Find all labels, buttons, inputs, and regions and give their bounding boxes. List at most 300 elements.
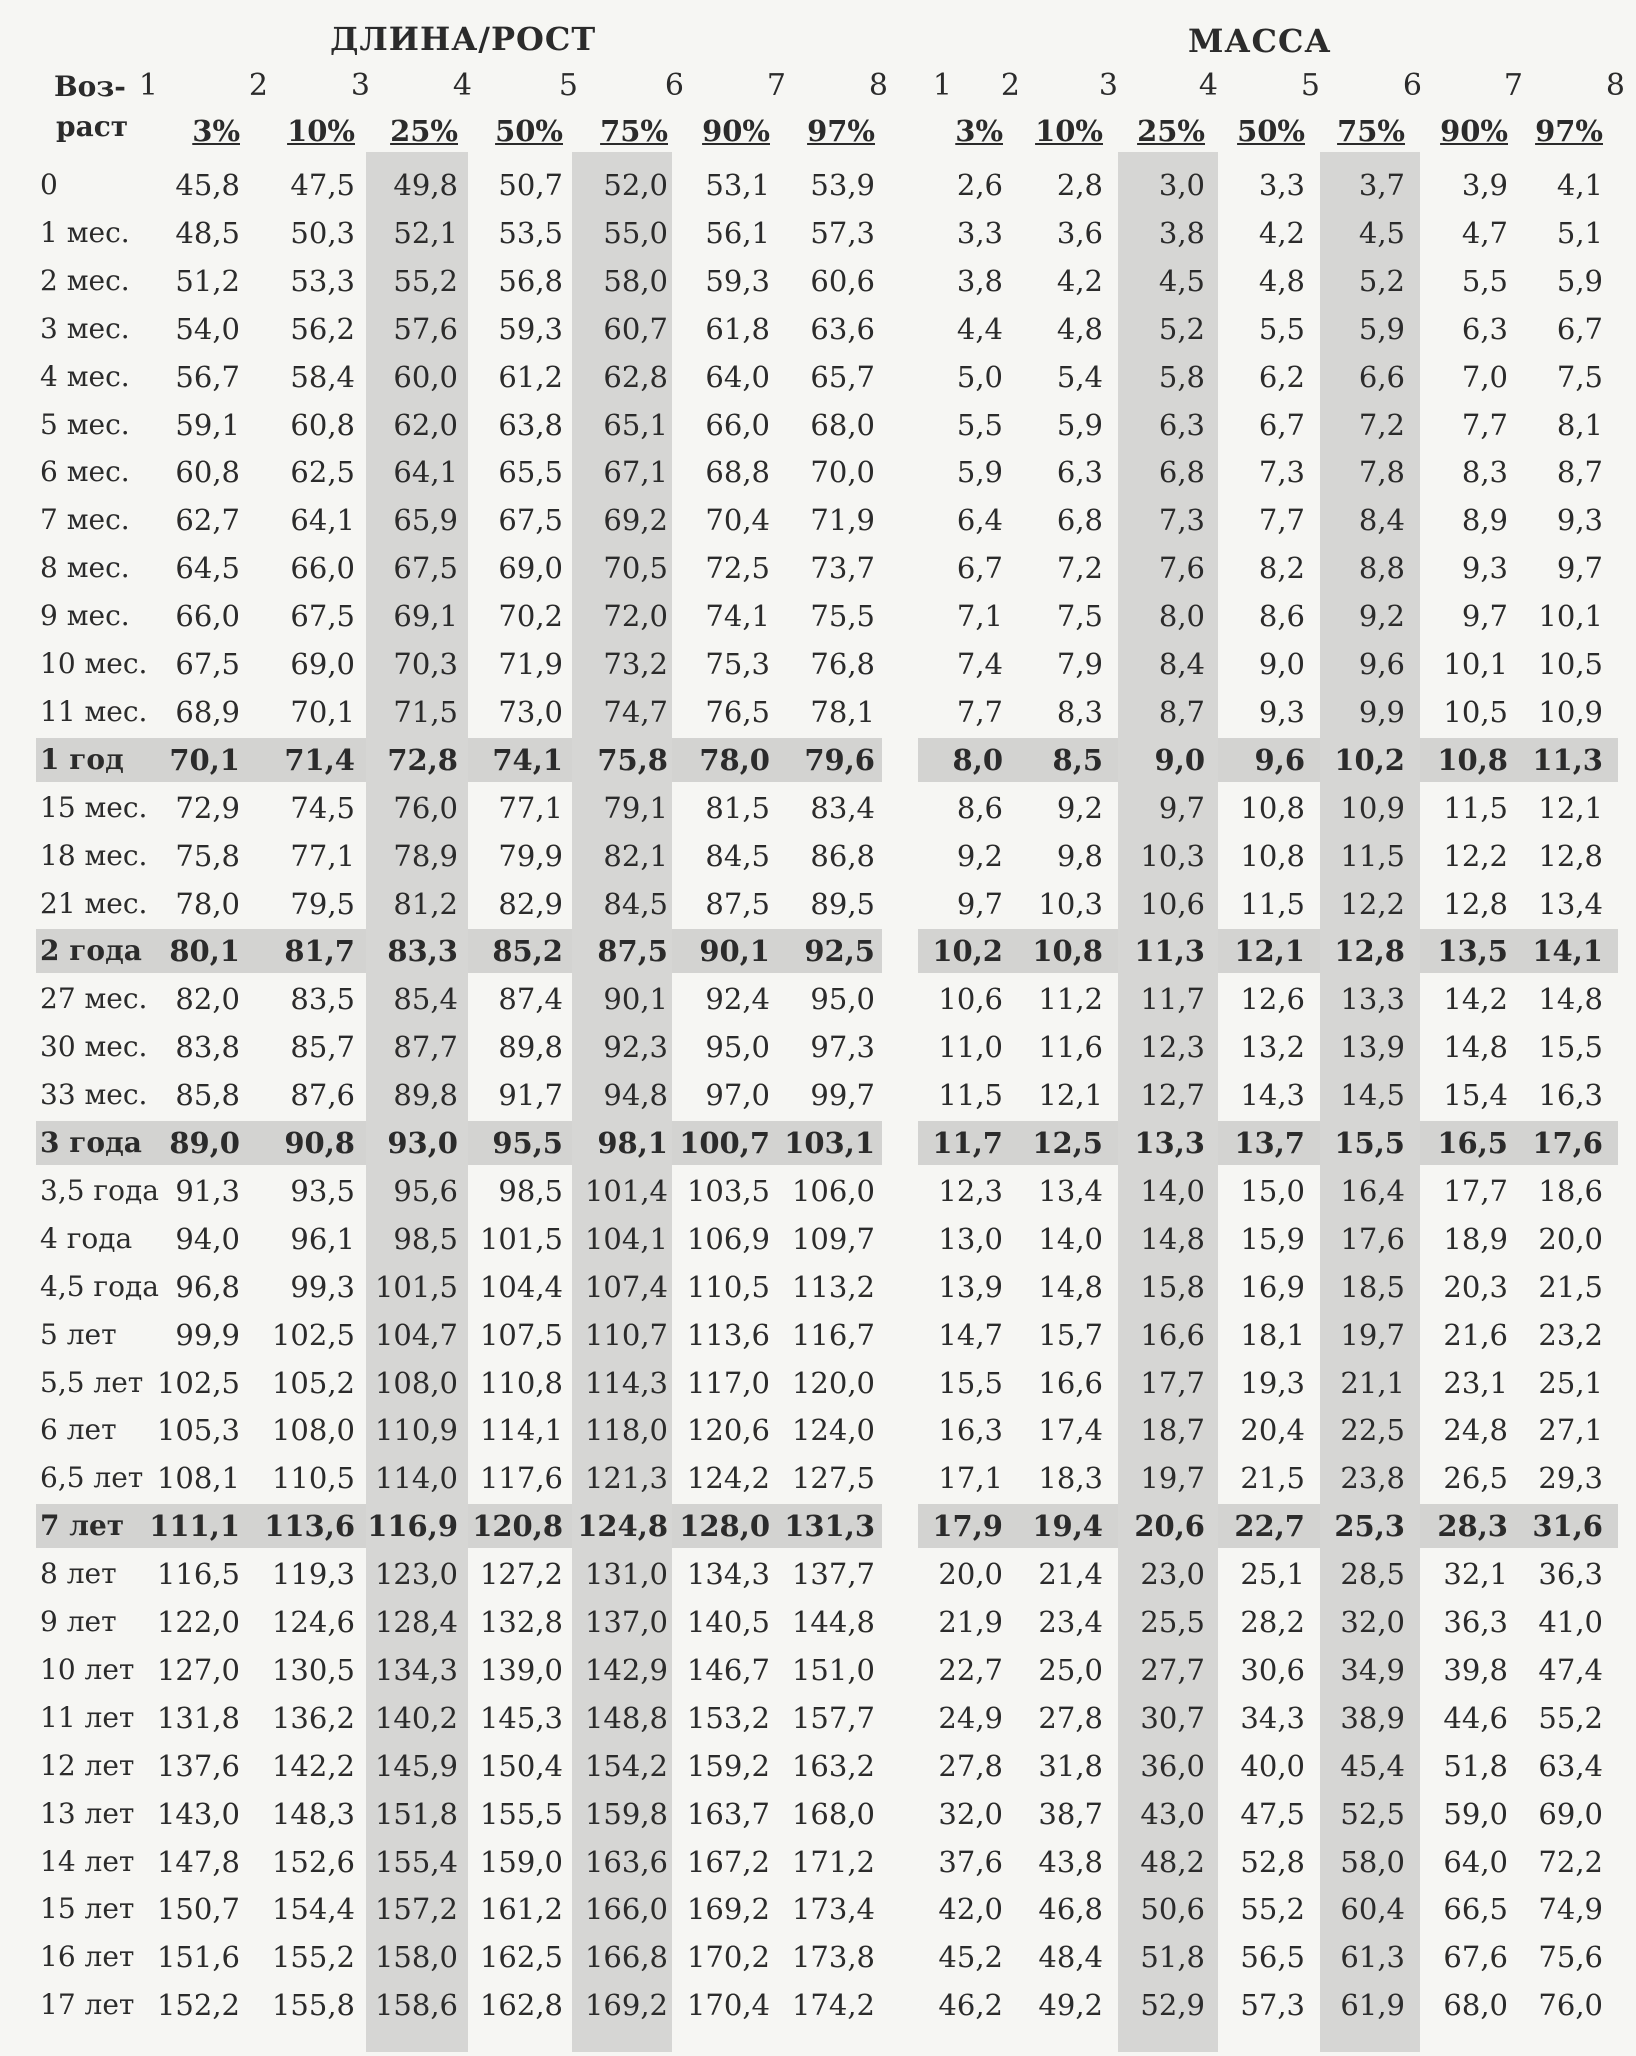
mass-cell: 9,2	[1358, 599, 1405, 634]
length-cell: 157,7	[791, 1700, 875, 1735]
length-cell: 56,8	[498, 263, 563, 298]
length-cell: 95,0	[810, 982, 875, 1017]
length-cell: 58,0	[603, 263, 668, 298]
length-cell: 48,5	[175, 215, 240, 250]
length-cell: 114,0	[374, 1461, 458, 1496]
length-cell: 50,7	[498, 168, 563, 202]
length-cell: 127,2	[479, 1557, 563, 1592]
mass-cell: 31,8	[1038, 1748, 1103, 1783]
mass-percentile-header: 10%	[1035, 114, 1103, 148]
mass-cell: 9,3	[1556, 503, 1603, 538]
mass-col-number: 3	[1098, 68, 1118, 103]
mass-cell: 20,0	[938, 1557, 1003, 1592]
mass-cell: 21,6	[1443, 1317, 1508, 1352]
mass-percentile-header: 90%	[1440, 114, 1508, 148]
mass-cell: 14,8	[1538, 982, 1603, 1017]
mass-cell: 20,4	[1240, 1413, 1305, 1448]
length-cell: 173,4	[791, 1892, 875, 1927]
mass-cell: 3,8	[956, 263, 1003, 298]
length-cell: 57,3	[810, 215, 875, 250]
mass-cell: 30,7	[1140, 1700, 1205, 1735]
length-cell: 134,3	[686, 1557, 770, 1592]
length-cell: 52,0	[603, 168, 668, 202]
mass-cell: 5,9	[1358, 311, 1405, 346]
length-cell: 116,7	[791, 1317, 875, 1352]
length-cell: 85,4	[393, 982, 458, 1017]
length-cell: 110,5	[271, 1461, 355, 1496]
length-cell: 70,1	[169, 742, 240, 777]
mass-cell: 13,7	[1234, 1126, 1305, 1160]
length-percentile-header: 97%	[807, 114, 875, 148]
mass-cell: 61,3	[1340, 1940, 1405, 1975]
mass-cell: 3,3	[956, 215, 1003, 250]
mass-cell: 26,5	[1443, 1461, 1508, 1496]
length-cell: 169,2	[584, 1988, 668, 2023]
mass-cell: 13,0	[938, 1221, 1003, 1256]
mass-cell: 10,2	[1334, 742, 1405, 777]
mass-cell: 50,6	[1140, 1892, 1205, 1927]
mass-cell: 27,7	[1140, 1652, 1205, 1687]
mass-cell: 59,0	[1443, 1796, 1508, 1831]
mass-cell: 27,8	[938, 1748, 1003, 1783]
length-cell: 50,3	[290, 215, 355, 250]
mass-cell: 18,6	[1538, 1173, 1603, 1208]
length-cell: 159,2	[686, 1748, 770, 1783]
length-cell: 70,1	[290, 694, 355, 729]
row-age-label: 11 мес.	[40, 694, 148, 728]
length-cell: 140,5	[686, 1605, 770, 1639]
row-age-label: 15 мес.	[40, 790, 148, 824]
mass-cell: 12,8	[1538, 838, 1603, 873]
mass-cell: 6,8	[1056, 503, 1103, 538]
length-cell: 152,2	[156, 1988, 240, 2023]
mass-cell: 13,4	[1538, 886, 1603, 921]
mass-cell: 5,4	[1056, 359, 1103, 394]
mass-cell: 2,8	[1056, 168, 1103, 202]
mass-cell: 3,0	[1158, 168, 1205, 202]
mass-cell: 21,5	[1240, 1461, 1305, 1496]
mass-title: МАССА	[1188, 22, 1332, 60]
mass-cell: 10,5	[1538, 647, 1603, 681]
mass-cell: 11,5	[1443, 790, 1508, 825]
mass-cell: 31,6	[1532, 1509, 1603, 1544]
length-cell: 62,7	[175, 503, 240, 538]
mass-cell: 23,4	[1038, 1605, 1103, 1639]
mass-cell: 10,5	[1443, 694, 1508, 729]
mass-cell: 37,6	[938, 1844, 1003, 1879]
mass-cell: 13,9	[1340, 1030, 1405, 1065]
length-percentile-header: 50%	[495, 114, 563, 148]
length-cell: 137,0	[584, 1605, 668, 1639]
mass-cell: 49,2	[1038, 1988, 1103, 2023]
row-age-label: 4 года	[40, 1221, 133, 1255]
mass-cell: 32,0	[1340, 1605, 1405, 1639]
mass-cell: 4,8	[1056, 311, 1103, 346]
row-age-label: 14 лет	[40, 1844, 135, 1878]
length-cell: 98,5	[393, 1221, 458, 1256]
mass-cell: 3,7	[1358, 168, 1405, 202]
length-cell: 66,0	[175, 599, 240, 634]
length-cell: 68,8	[705, 455, 770, 490]
mass-cell: 8,6	[956, 790, 1003, 825]
length-cell: 98,5	[498, 1173, 563, 1208]
mass-cell: 11,5	[1240, 886, 1305, 921]
length-cell: 109,7	[791, 1221, 875, 1256]
mass-cell: 16,9	[1240, 1269, 1305, 1304]
length-cell: 82,0	[175, 982, 240, 1017]
length-cell: 103,5	[686, 1173, 770, 1208]
row-age-label: 4,5 года	[40, 1269, 159, 1303]
length-col-number: 2	[248, 68, 268, 103]
length-cell: 101,5	[374, 1269, 458, 1304]
length-cell: 70,4	[705, 503, 770, 538]
mass-percentile-header: 50%	[1237, 114, 1305, 148]
length-cell: 85,2	[492, 934, 563, 969]
length-cell: 124,6	[271, 1605, 355, 1639]
length-cell: 110,8	[479, 1365, 563, 1400]
mass-cell: 17,7	[1140, 1365, 1205, 1400]
length-col-number: 3	[350, 68, 370, 103]
length-cell: 110,9	[374, 1413, 458, 1448]
mass-cell: 7,8	[1358, 455, 1405, 490]
length-cell: 91,3	[175, 1173, 240, 1208]
row-age-label: 4 мес.	[40, 359, 130, 393]
length-cell: 72,0	[603, 599, 668, 634]
mass-cell: 7,7	[956, 694, 1003, 729]
length-cell: 97,3	[810, 1030, 875, 1065]
mass-cell: 8,1	[1556, 407, 1603, 442]
row-age-label: 17 лет	[40, 1988, 135, 2022]
length-cell: 132,8	[479, 1605, 563, 1639]
mass-cell: 5,2	[1158, 311, 1205, 346]
row-age-label: 9 мес.	[40, 599, 130, 633]
mass-cell: 10,6	[1140, 886, 1205, 921]
row-age-label: 12 лет	[40, 1748, 135, 1782]
mass-cell: 63,4	[1538, 1748, 1603, 1783]
length-cell: 104,7	[374, 1317, 458, 1352]
row-age-label: 21 мес.	[40, 886, 148, 920]
length-cell: 158,0	[374, 1940, 458, 1975]
row-age-label: 15 лет	[40, 1892, 135, 1926]
mass-cell: 47,5	[1240, 1796, 1305, 1831]
length-cell: 75,3	[705, 647, 770, 681]
length-cell: 124,2	[686, 1461, 770, 1496]
length-cell: 53,3	[290, 263, 355, 298]
mass-cell: 15,8	[1140, 1269, 1205, 1304]
mass-cell: 14,7	[938, 1317, 1003, 1352]
length-cell: 104,1	[584, 1221, 668, 1256]
row-age-label: 3 года	[40, 1126, 142, 1159]
length-cell: 76,0	[393, 790, 458, 825]
mass-cell: 57,3	[1240, 1988, 1305, 2023]
mass-cell: 8,4	[1358, 503, 1405, 538]
mass-cell: 5,5	[1258, 311, 1305, 346]
mass-cell: 67,6	[1443, 1940, 1508, 1975]
mass-cell: 11,2	[1038, 982, 1103, 1017]
length-cell: 93,5	[290, 1173, 355, 1208]
mass-cell: 10,9	[1538, 694, 1603, 729]
length-cell: 116,5	[156, 1557, 240, 1592]
row-age-label: 18 мес.	[40, 838, 148, 872]
length-cell: 71,9	[498, 647, 563, 681]
length-cell: 152,6	[271, 1844, 355, 1879]
length-percentile-header: 75%	[600, 114, 668, 148]
length-cell: 90,1	[699, 934, 770, 969]
length-cell: 55,0	[603, 215, 668, 250]
mass-cell: 27,1	[1538, 1413, 1603, 1448]
mass-cell: 25,3	[1334, 1509, 1405, 1544]
length-cell: 119,3	[271, 1557, 355, 1592]
length-cell: 113,6	[264, 1509, 355, 1544]
mass-cell: 12,1	[1038, 1078, 1103, 1113]
row-age-label: 2 мес.	[40, 263, 130, 297]
length-cell: 79,9	[498, 838, 563, 873]
row-age-label: 5 мес.	[40, 407, 130, 441]
mass-cell: 8,5	[1052, 742, 1103, 777]
mass-cell: 25,1	[1538, 1365, 1603, 1400]
length-cell: 47,5	[290, 168, 355, 202]
length-cell: 123,0	[374, 1557, 458, 1592]
length-cell: 84,5	[603, 886, 668, 921]
mass-cell: 9,0	[1258, 647, 1305, 681]
length-cell: 117,0	[686, 1365, 770, 1400]
mass-cell: 18,5	[1340, 1269, 1405, 1304]
length-cell: 117,6	[479, 1461, 563, 1496]
length-cell: 87,4	[498, 982, 563, 1017]
mass-percentile-header: 97%	[1535, 114, 1603, 148]
length-cell: 120,8	[472, 1509, 563, 1544]
length-percentile-header: 90%	[702, 114, 770, 148]
mass-cell: 13,5	[1437, 934, 1508, 969]
length-cell: 118,0	[584, 1413, 668, 1448]
mass-percentile-header: 25%	[1137, 114, 1205, 148]
mass-cell: 8,4	[1158, 647, 1205, 681]
length-col-number: 5	[558, 68, 578, 103]
length-cell: 96,8	[175, 1269, 240, 1304]
mass-cell: 2,6	[956, 168, 1003, 202]
length-cell: 168,0	[791, 1796, 875, 1831]
mass-cell: 52,8	[1240, 1844, 1305, 1879]
length-cell: 154,2	[584, 1748, 668, 1783]
mass-cell: 7,9	[1056, 647, 1103, 681]
length-cell: 70,3	[393, 647, 458, 681]
length-cell: 137,7	[791, 1557, 875, 1592]
length-cell: 59,1	[175, 407, 240, 442]
length-cell: 151,6	[156, 1940, 240, 1975]
mass-cell: 8,8	[1358, 551, 1405, 586]
length-cell: 145,3	[479, 1700, 563, 1735]
mass-cell: 10,9	[1340, 790, 1405, 825]
mass-cell: 9,7	[956, 886, 1003, 921]
mass-cell: 14,5	[1340, 1078, 1405, 1113]
mass-cell: 9,9	[1358, 694, 1405, 729]
length-cell: 67,5	[393, 551, 458, 586]
length-cell: 100,7	[679, 1126, 770, 1160]
mass-cell: 8,0	[1158, 599, 1205, 634]
mass-cell: 4,7	[1461, 215, 1508, 250]
length-cell: 86,8	[810, 838, 875, 873]
length-cell: 99,7	[810, 1078, 875, 1113]
mass-cell: 8,6	[1258, 599, 1305, 634]
length-cell: 122,0	[156, 1605, 240, 1639]
mass-cell: 61,9	[1340, 1988, 1405, 2023]
mass-cell: 6,3	[1056, 455, 1103, 490]
length-cell: 71,4	[284, 742, 355, 777]
length-cell: 95,0	[705, 1030, 770, 1065]
mass-cell: 16,6	[1038, 1365, 1103, 1400]
length-cell: 92,4	[705, 982, 770, 1017]
length-cell: 49,8	[393, 168, 458, 202]
mass-col-number: 4	[1198, 68, 1218, 103]
length-cell: 120,0	[791, 1365, 875, 1400]
mass-cell: 22,5	[1340, 1413, 1405, 1448]
length-cell: 114,3	[584, 1365, 668, 1400]
mass-cell: 40,0	[1240, 1748, 1305, 1783]
mass-cell: 56,5	[1240, 1940, 1305, 1975]
mass-cell: 6,3	[1158, 407, 1205, 442]
length-cell: 113,2	[791, 1269, 875, 1304]
mass-cell: 23,2	[1538, 1317, 1603, 1352]
mass-cell: 15,9	[1240, 1221, 1305, 1256]
mass-cell: 8,3	[1461, 455, 1508, 490]
length-cell: 155,8	[271, 1988, 355, 2023]
length-percentile-header: 10%	[287, 114, 355, 148]
length-cell: 171,2	[791, 1844, 875, 1879]
mass-cell: 55,2	[1538, 1700, 1603, 1735]
mass-cell: 7,7	[1461, 407, 1508, 442]
mass-cell: 75,6	[1538, 1940, 1603, 1975]
mass-cell: 18,3	[1038, 1461, 1103, 1496]
length-cell: 83,4	[810, 790, 875, 825]
row-age-label: 1 год	[40, 742, 124, 776]
mass-cell: 7,1	[956, 599, 1003, 634]
mass-cell: 5,5	[956, 407, 1003, 442]
length-cell: 65,7	[810, 359, 875, 394]
length-cell: 131,8	[156, 1700, 240, 1735]
row-age-label: 6 лет	[40, 1413, 117, 1447]
mass-cell: 7,3	[1258, 455, 1305, 490]
length-col-number: 4	[452, 68, 472, 103]
mass-col-number: 8	[1605, 68, 1625, 103]
mass-cell: 3,9	[1461, 168, 1508, 202]
length-cell: 79,1	[603, 790, 668, 825]
length-cell: 106,9	[686, 1221, 770, 1256]
length-title: ДЛИНА/РОСТ	[330, 20, 597, 58]
mass-cell: 12,1	[1538, 790, 1603, 825]
length-cell: 159,0	[479, 1844, 563, 1879]
length-cell: 146,7	[686, 1652, 770, 1687]
mass-cell: 15,5	[1538, 1030, 1603, 1065]
length-cell: 64,1	[393, 455, 458, 490]
mass-cell: 6,8	[1158, 455, 1205, 490]
mass-cell: 13,4	[1038, 1173, 1103, 1208]
length-cell: 69,1	[393, 599, 458, 634]
length-cell: 151,0	[791, 1652, 875, 1687]
mass-cell: 9,7	[1461, 599, 1508, 634]
mass-cell: 5,9	[1556, 263, 1603, 298]
length-cell: 81,7	[284, 934, 355, 969]
mass-cell: 13,3	[1134, 1126, 1205, 1160]
mass-cell: 17,6	[1340, 1221, 1405, 1256]
mass-cell: 9,7	[1556, 551, 1603, 586]
mass-cell: 7,7	[1258, 503, 1305, 538]
length-cell: 154,4	[271, 1892, 355, 1927]
mass-cell: 20,0	[1538, 1221, 1603, 1256]
length-cell: 67,5	[175, 647, 240, 681]
row-age-label: 10 мес.	[40, 647, 148, 680]
mass-cell: 13,9	[938, 1269, 1003, 1304]
length-cell: 105,2	[271, 1365, 355, 1400]
length-cell: 142,2	[271, 1748, 355, 1783]
length-cell: 91,7	[498, 1078, 563, 1113]
length-cell: 87,7	[393, 1030, 458, 1065]
mass-cell: 9,6	[1358, 647, 1405, 681]
length-cell: 65,9	[393, 503, 458, 538]
mass-cell: 16,3	[1538, 1078, 1603, 1113]
length-cell: 101,4	[584, 1173, 668, 1208]
mass-cell: 6,6	[1358, 359, 1405, 394]
mass-cell: 48,2	[1140, 1844, 1205, 1879]
mass-cell: 16,6	[1140, 1317, 1205, 1352]
length-cell: 58,4	[290, 359, 355, 394]
length-cell: 60,6	[810, 263, 875, 298]
length-cell: 107,4	[584, 1269, 668, 1304]
mass-cell: 14,0	[1038, 1221, 1103, 1256]
mass-cell: 21,1	[1340, 1365, 1405, 1400]
mass-cell: 48,4	[1038, 1940, 1103, 1975]
mass-cell: 36,0	[1140, 1748, 1205, 1783]
mass-cell: 69,0	[1538, 1796, 1603, 1831]
length-cell: 66,0	[290, 551, 355, 586]
row-age-label: 0	[40, 168, 58, 201]
length-cell: 56,2	[290, 311, 355, 346]
length-cell: 89,8	[393, 1078, 458, 1113]
mass-cell: 12,8	[1443, 886, 1508, 921]
length-cell: 77,1	[290, 838, 355, 873]
length-cell: 162,8	[479, 1988, 563, 2023]
length-cell: 74,1	[492, 742, 563, 777]
mass-cell: 14,8	[1038, 1269, 1103, 1304]
length-cell: 75,8	[597, 742, 668, 777]
length-cell: 82,1	[603, 838, 668, 873]
mass-cell: 15,5	[938, 1365, 1003, 1400]
mass-cell: 8,7	[1158, 694, 1205, 729]
mass-cell: 12,3	[938, 1173, 1003, 1208]
mass-cell: 46,8	[1038, 1892, 1103, 1927]
length-cell: 52,1	[393, 215, 458, 250]
mass-cell: 12,7	[1140, 1078, 1205, 1113]
mass-cell: 51,8	[1443, 1748, 1508, 1783]
length-cell: 124,8	[577, 1509, 668, 1544]
length-cell: 124,0	[791, 1413, 875, 1448]
length-cell: 64,1	[290, 503, 355, 538]
mass-cell: 34,9	[1340, 1652, 1405, 1687]
length-cell: 157,2	[374, 1892, 458, 1927]
length-cell: 67,5	[290, 599, 355, 634]
length-cell: 77,1	[498, 790, 563, 825]
mass-cell: 36,3	[1538, 1557, 1603, 1592]
length-cell: 93,0	[387, 1126, 458, 1160]
length-cell: 73,7	[810, 551, 875, 586]
length-cell: 82,9	[498, 886, 563, 921]
length-cell: 89,0	[169, 1126, 240, 1160]
mass-cell: 14,2	[1443, 982, 1508, 1017]
mass-cell: 19,7	[1340, 1317, 1405, 1352]
length-cell: 71,5	[393, 694, 458, 729]
length-cell: 79,6	[804, 742, 875, 777]
length-cell: 137,6	[156, 1748, 240, 1783]
length-cell: 62,5	[290, 455, 355, 490]
